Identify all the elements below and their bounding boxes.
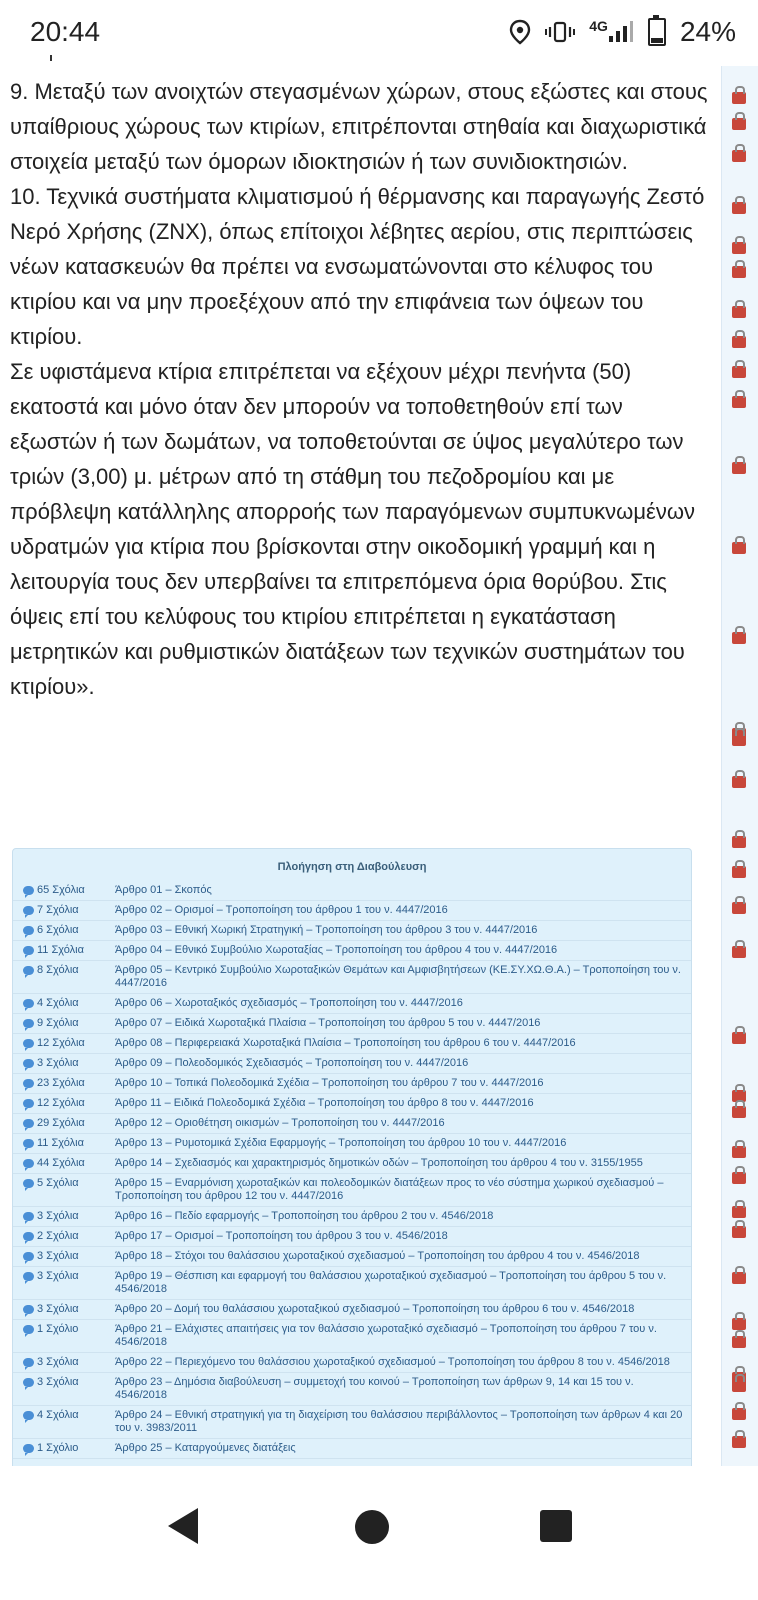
comment-bubble-icon [23,886,34,895]
comment-bubble-icon [23,1059,34,1068]
lock-icon [732,1318,746,1330]
lock-icon [732,202,746,214]
comment-count-link[interactable] [23,1270,115,1296]
comment-count-link[interactable] [23,1230,115,1243]
comment-count: 1 Σχόλιο [37,1323,79,1335]
comment-bubble-icon [23,1119,34,1128]
comment-count-link[interactable] [23,1137,115,1150]
comment-count-link[interactable] [23,1017,115,1030]
nav-item[interactable] [13,1247,691,1267]
comment-count: 3 Σχόλια [37,1303,79,1315]
nav-item[interactable] [13,1154,691,1174]
nav-item[interactable] [13,1174,691,1207]
nav-item[interactable] [13,921,691,941]
lock-icon [732,1336,746,1348]
comment-bubble-icon [23,1179,34,1188]
lock-icon [732,266,746,278]
article-link[interactable]: Άρθρο 12 – Οριοθέτηση οικισμών – Τροποποίηση του ν. 4447/2016 [115,1117,445,1129]
recents-button[interactable] [540,1510,572,1542]
lock-icon [732,1206,746,1218]
article-link[interactable]: Άρθρο 06 – Χωροταξικός σχεδιασμός – Τροποποίηση του ν. 4447/2016 [115,997,463,1009]
nav-item[interactable] [13,1373,691,1406]
article-link[interactable]: Άρθρο 09 – Πολεοδομικός Σχεδιασμός – Τροποποίηση του ν. 4447/2016 [115,1057,469,1069]
nav-item[interactable] [13,1034,691,1054]
comment-bubble-icon [23,926,34,935]
nav-item[interactable] [13,881,691,901]
comment-bubble-icon [23,1019,34,1028]
article-link[interactable]: Άρθρο 24 – Εθνική στρατηγική για τη διαχείριση του θαλάσσιου περιβάλλοντος – Τροποποίηση των άρθρων 4 και 20 του ν. 3983/2011 [115,1409,683,1434]
network-type: 4G [589,18,608,34]
article-link[interactable]: Άρθρο 13 – Ρυμοτομικά Σχέδια Εφαρμογής – Τροποποίηση του άρθρου 10 του ν. 4447/2016 [115,1137,567,1149]
lock-icon [732,242,746,254]
lock-icon [732,1032,746,1044]
nav-item[interactable] [13,901,691,921]
comment-bubble-icon [23,1232,34,1241]
comment-count: 9 Σχόλια [37,1017,79,1029]
back-button[interactable] [168,1508,198,1544]
comment-count: 3 Σχόλια [37,1210,79,1222]
comment-bubble-icon [23,946,34,955]
navigation-title: Πλοήγηση στη Διαβούλευση [277,861,427,873]
comment-bubble-icon [23,1159,34,1168]
comment-count-link[interactable] [23,884,115,897]
comment-bubble-icon [23,1099,34,1108]
comment-count: 4 Σχόλια [37,1409,79,1421]
lock-icon [732,306,746,318]
comment-count-link[interactable] [23,1037,115,1050]
nav-item[interactable] [13,1227,691,1247]
status-icons [509,16,736,48]
comment-count-link[interactable] [23,1303,115,1316]
location-icon [509,19,531,45]
nav-item[interactable] [13,1267,691,1300]
lock-icon [732,1226,746,1238]
comment-count-link[interactable] [23,1376,115,1402]
comment-count: 44 Σχόλια [37,1157,85,1169]
nav-item[interactable] [13,1406,691,1439]
comment-count: 3 Σχόλια [37,1057,79,1069]
signal-icon [589,18,634,43]
comment-count-link[interactable] [23,1409,115,1435]
article-link[interactable]: Άρθρο 25 – Καταργούμενες διατάξεις [115,1442,296,1454]
comment-count-link[interactable] [23,964,115,990]
nav-item[interactable] [13,1439,691,1459]
battery-icon [648,18,666,46]
scroll-tick [50,55,52,61]
lock-icon [732,150,746,162]
comment-count: 4 Σχόλια [37,997,79,1009]
comment-count-link[interactable] [23,1097,115,1110]
comment-bubble-icon [23,1378,34,1387]
lock-icon [732,836,746,848]
comment-bubble-icon [23,1325,34,1334]
comment-count-link[interactable] [23,944,115,957]
article-link[interactable]: Άρθρο 15 – Εναρμόνιση χωροταξικών και πολεοδομικών διατάξεων προς το νέο σύστημα χωρικού σχεδιασμού – Τροποποίηση του άρθρου 12 του ν. 4447/2016 [115,1177,664,1202]
nav-item[interactable] [13,1300,691,1320]
article-paragraph: 9. Μεταξύ των ανοιχτών στεγασμένων χώρων, στους εξώστες και στους υπαίθριους χώρους των κτιρίων, επιτρέπονται στηθαία και διαχωριστικά στοιχεία μεταξύ των όμορων ιδιοκτησιών ή των συνιδιοκτησιών. [10,79,708,174]
nav-item[interactable] [13,994,691,1014]
lock-icon [732,1272,746,1284]
battery-percent: 24% [679,16,736,47]
comment-rail [721,66,758,1466]
lock-icon [732,396,746,408]
article-link[interactable]: Άρθρο 20 – Δομή του θαλάσσιου χωροταξικού σχεδιασμού – Τροποποίηση του άρθρου 6 του ν. 4546/2018 [115,1303,635,1315]
article-link[interactable]: Άρθρο 22 – Περιεχόμενο του θαλάσσιου χωροταξικού σχεδιασμού – Τροποποίηση του άρθρου 8 του ν. 4546/2018 [115,1356,670,1368]
article-paragraph: Σε υφιστάμενα κτίρια επιτρέπεται να εξέχουν μέχρι πενήντα (50) εκατοστά και μόνο όταν δεν μπορούν να τοποθετηθούν επί των εξωστών ή των δωμάτων, να τοποθετούνται σε ύψος μεγαλύτερο των τριών (3,00) μ. μέτρων από τη στάθμη του πεζοδρομίου και με πρόβλεψη κατάλληλης απορροής των παραγόμενων συμπυκνωμένων υδρατμών για κτίρια που βρίσκονται στην οικοδομική γραμμή και η λειτουργία τους δεν υπερβαίνει τα επιτρεπόμενα όρια θορύβου. Στις όψεις επί του κελύφους του κτιρίου επιτρέπεται η εγκατάσταση μετρητικών και ρυθμιστικών διατάξεων των τεχνικών συστημάτων του κτιρίου». [10,359,696,699]
article-link[interactable]: Άρθρο 07 – Ειδικά Χωροταξικά Πλαίσια – Τροποποίηση του άρθρου 5 του ν. 4447/2016 [115,1017,541,1029]
comment-count-link[interactable] [23,924,115,937]
comment-count-link[interactable] [23,1057,115,1070]
comment-count: 6 Σχόλια [37,924,79,936]
nav-item[interactable] [13,961,691,994]
comment-count: 3 Σχόλια [37,1270,79,1282]
comment-bubble-icon [23,1305,34,1314]
article-link[interactable]: Άρθρο 03 – Εθνική Χωρική Στρατηγική – Τροποποίηση του άρθρου 3 του ν. 4447/2016 [115,924,538,936]
comment-count-link[interactable] [23,1250,115,1263]
nav-item[interactable] [13,941,691,961]
article-link[interactable]: Άρθρο 16 – Πεδίο εφαρμογής – Τροποποίηση του άρθρου 2 του ν. 4546/2018 [115,1210,494,1222]
comment-count-link[interactable] [23,1323,115,1349]
article-link[interactable]: Άρθρο 10 – Τοπικά Πολεοδομικά Σχέδια – Τροποποίηση του άρθρου 7 του ν. 4447/2016 [115,1077,544,1089]
comment-bubble-icon [23,1358,34,1367]
navigation-list [13,881,691,1459]
comment-count-link[interactable] [23,997,115,1010]
comment-count-link[interactable] [23,1210,115,1223]
lock-icon [732,776,746,788]
nav-item[interactable] [13,1320,691,1353]
article-link[interactable]: Άρθρο 17 – Ορισμοί – Τροποποίηση του άρθρου 3 του ν. 4546/2018 [115,1230,448,1242]
article-link[interactable]: Άρθρο 08 – Περιφερειακά Χωροταξικά Πλαίσια – Τροποποίηση του άρθρου 6 του ν. 4447/2016 [115,1037,576,1049]
comment-bubble-icon [23,1411,34,1420]
lock-icon [732,1146,746,1158]
lock-icon [732,542,746,554]
lock-icon [732,946,746,958]
lock-icon [732,902,746,914]
lock-icon [732,1106,746,1118]
comment-count: 3 Σχόλια [37,1356,79,1368]
comment-bubble-icon [23,1444,34,1453]
nav-item[interactable] [13,1134,691,1154]
article-link[interactable]: Άρθρο 14 – Σχεδιασμός και χαρακτηρισμός δημοτικών οδών – Τροποποίηση του άρθρου 4 του ν. 3155/1955 [115,1157,643,1169]
comment-count-link[interactable] [23,1356,115,1369]
lock-icon [732,462,746,474]
article-link[interactable]: Άρθρο 02 – Ορισμοί – Τροποποίηση του άρθρου 1 του ν. 4447/2016 [115,904,448,916]
article-link[interactable]: Άρθρο 04 – Εθνικό Συμβούλιο Χωροταξίας – Τροποποίηση του άρθρου 4 του ν. 4447/2016 [115,944,558,956]
nav-item[interactable] [13,1114,691,1134]
comment-count: 65 Σχόλια [37,884,85,896]
comment-count: 11 Σχόλια [37,1137,84,1149]
comment-count-link[interactable] [23,1177,115,1203]
lock-icon [732,118,746,130]
lock-icon [732,1172,746,1184]
comment-count-link[interactable] [23,904,115,917]
status-bar [0,0,758,66]
article-link[interactable]: Άρθρο 21 – Ελάχιστες απαιτήσεις για τον θαλάσσιο χωροταξικό σχεδιασμό – Τροποποίηση του άρθρου 7 του ν. 4546/2018 [115,1323,657,1348]
comment-count: 1 Σχόλιο [37,1442,79,1454]
nav-item[interactable] [13,1074,691,1094]
vibrate-icon [545,20,575,44]
comment-count: 2 Σχόλια [37,1230,79,1242]
comment-bubble-icon [23,1039,34,1048]
comment-count: 3 Σχόλια [37,1376,79,1388]
comment-count: 29 Σχόλια [37,1117,85,1129]
comment-bubble-icon [23,966,34,975]
comment-count-link[interactable] [23,1157,115,1170]
comment-count: 7 Σχόλια [37,904,79,916]
article-paragraph: 10. Τεχνικά συστήματα κλιματισμού ή θέρμανσης και παραγωγής Ζεστό Νερό Χρήσης (ΖΝΧ), όπως επίτοιχοι λέβητες αερίου, στις περιπτώσεις νέων κατασκευών θα πρέπει να ενσωματώνονται στο κέλυφος του κτιρίου και να μην προεξέχουν από την επιφάνεια των όψεων του κτιρίου. [10,184,705,349]
comment-count: 8 Σχόλια [37,964,79,976]
comment-bubble-icon [23,906,34,915]
comment-count: 11 Σχόλια [37,944,84,956]
page-content [0,66,722,1466]
comment-count: 5 Σχόλια [37,1177,79,1189]
nav-item[interactable] [13,1054,691,1074]
lock-icon [732,366,746,378]
lock-icon [732,1408,746,1420]
system-nav-bar [0,1466,758,1600]
article-link[interactable]: Άρθρο 05 – Κεντρικό Συμβούλιο Χωροταξικών Θεμάτων και Αμφισβητήσεων (ΚΕ.ΣΥ.ΧΩ.Θ.Α.) – Τροποποίηση του ν. 4447/2016 [115,964,681,989]
status-time: 20:44 [30,16,101,47]
lock-icon [732,336,746,348]
comment-bubble-icon [23,1252,34,1261]
comment-bubble-icon [23,1079,34,1088]
article-link[interactable]: Άρθρο 19 – Θέσπιση και εφαρμογή του θαλάσσιου χωροταξικού σχεδιασμού – Τροποποίηση του άρθρου 5 του ν. 4546/2018 [115,1270,667,1295]
article-text [10,74,710,704]
article-link[interactable]: Άρθρο 23 – Δημόσια διαβούλευση – συμμετοχή του κοινού – Τροποποίηση των άρθρων 9, 14 και 15 του ν. 4546/2018 [115,1376,634,1401]
comment-bubble-icon [23,1212,34,1221]
consultation-navigation [12,848,692,1466]
nav-item[interactable] [13,1094,691,1114]
comment-bubble-icon [23,1272,34,1281]
article-link[interactable]: Άρθρο 01 – Σκοπός [115,884,212,896]
lock-icon [732,1436,746,1448]
lock-icon [732,632,746,644]
home-button[interactable] [355,1510,389,1544]
comment-count: 12 Σχόλια [37,1097,85,1109]
nav-item[interactable] [13,1014,691,1034]
lock-icon [732,866,746,878]
comment-count: 23 Σχόλια [37,1077,85,1089]
comment-bubble-icon [23,999,34,1008]
nav-item[interactable] [13,1353,691,1373]
comment-count-link[interactable] [23,1442,115,1455]
lock-icon [732,734,746,746]
article-link[interactable]: Άρθρο 11 – Ειδικά Πολεοδομικά Σχέδια – Τροποποίηση του άρθρο 8 του ν. 4447/2016 [115,1097,534,1109]
lock-icon [732,1380,746,1392]
comment-count-link[interactable] [23,1117,115,1130]
comment-count: 3 Σχόλια [37,1250,79,1262]
article-link[interactable]: Άρθρο 18 – Στόχοι του θαλάσσιου χωροταξικού σχεδιασμού – Τροποποίηση του άρθρου 4 του ν. 4546/2018 [115,1250,640,1262]
comment-count-link[interactable] [23,1077,115,1090]
comment-bubble-icon [23,1139,34,1148]
lock-icon [732,92,746,104]
nav-item[interactable] [13,1207,691,1227]
comment-count: 12 Σχόλια [37,1037,85,1049]
